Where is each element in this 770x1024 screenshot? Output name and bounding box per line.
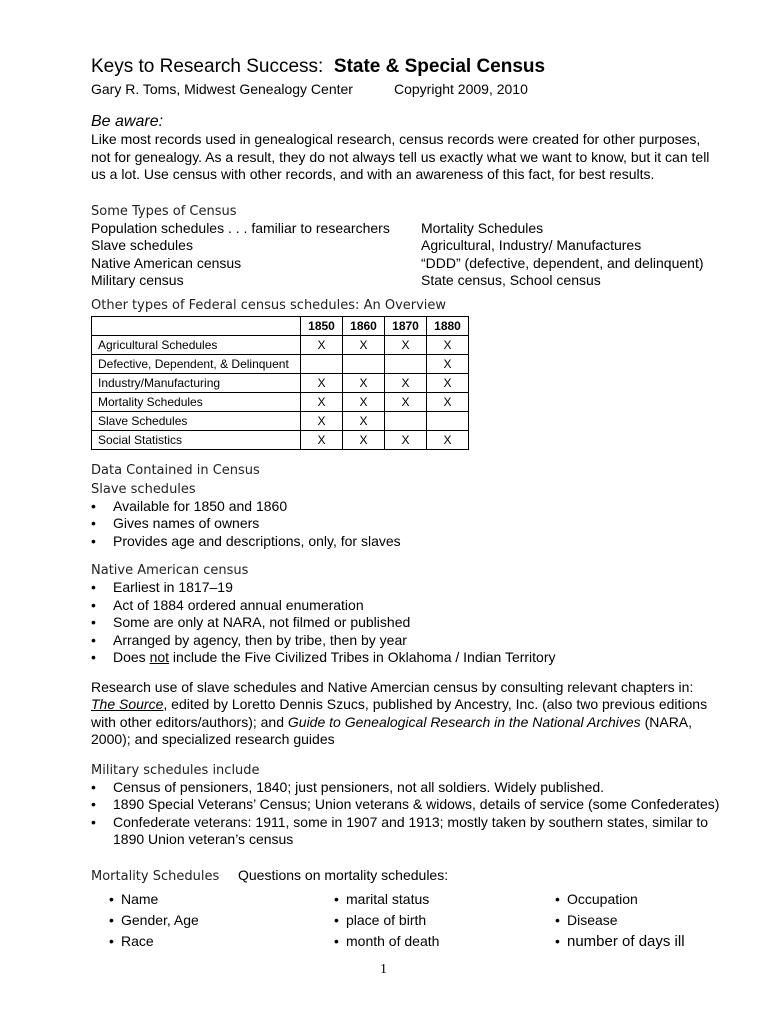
year-header: 1870 [385, 316, 427, 335]
type-item: Native American census [91, 254, 242, 271]
slave-schedules-heading: Slave schedules [91, 481, 196, 497]
list-item [91, 649, 721, 667]
text-run: , edited by Loretto Dennis Szucs, published by Ancestry, Inc. (also two previous editions with other editors/authors); and [91, 696, 708, 730]
bullet-icon: • [555, 891, 560, 907]
copyright: Copyright 2009, 2010 [394, 81, 528, 97]
mark-cell: X [301, 373, 343, 392]
military-list [91, 779, 721, 849]
mark-cell: X [301, 430, 343, 449]
list-item [109, 910, 199, 931]
list-item [334, 910, 439, 931]
mark-cell: X [301, 335, 343, 354]
year-header: 1880 [427, 316, 469, 335]
type-item: “DDD” (defective, dependent, and delinquent) [421, 254, 704, 271]
military-heading: Military schedules include [91, 762, 260, 778]
schedule-label: Mortality Schedules [92, 392, 301, 411]
question-text: marital status [346, 891, 430, 907]
list-item: • Provides age and descriptions, only, for slaves [91, 533, 721, 551]
mark-cell: X [343, 373, 385, 392]
mark-cell: X [343, 335, 385, 354]
list-item [334, 931, 439, 952]
title-bold: State & Special Census [333, 56, 546, 77]
mark-cell: X [385, 430, 427, 449]
type-item: Military census [91, 272, 184, 288]
be-aware-heading: Be aware: [91, 113, 164, 130]
question-text: Occupation [567, 891, 638, 907]
bullet-icon: • [109, 912, 114, 928]
mark-cell [343, 354, 385, 373]
schedule-label: Social Statistics [92, 430, 301, 449]
list-item [109, 889, 199, 910]
text-run: (NARA, 2000); and specialized research guides [91, 713, 693, 747]
list-item: • 1890 Special Veterans’ Census; Union veterans & widows, details of service (some Confederates) [91, 796, 721, 814]
mark-cell: X [301, 411, 343, 430]
source-title: The Source [91, 696, 164, 712]
document-title [91, 56, 721, 78]
be-aware-text: Like most records used in genealogical research, census records were created for other purposes, not for genealogy. As a result, they do not always tell us exactly what we want to know, but it can tell us a lot. Use census with other records, and with an awareness of this fact, for best results. [91, 131, 710, 182]
table-row [92, 373, 469, 392]
bullet-icon: • [334, 933, 339, 949]
question-text: Gender, Age [121, 912, 199, 928]
mark-cell: X [343, 430, 385, 449]
year-header: 1860 [343, 316, 385, 335]
list-item: • Gives names of owners [91, 515, 721, 533]
mark-cell [301, 354, 343, 373]
overview-heading: Other types of Federal census schedules: An Overview [91, 297, 447, 313]
questions-column-2 [334, 889, 439, 952]
guide-title: Guide to Genealogical Research in the National Archives [287, 713, 641, 730]
author: Gary R. Toms, Midwest Genealogy Center [91, 81, 353, 97]
table-header-row [92, 316, 469, 335]
byline [91, 80, 721, 98]
type-item: Population schedules . . . familiar to researchers [91, 219, 390, 236]
mark-cell: X [427, 373, 469, 392]
mark-cell: X [385, 392, 427, 411]
list-item: • Some are only at NARA, not filmed or published [91, 614, 721, 632]
page-number: 1 [380, 962, 387, 977]
text-run: Research use of slave schedules and Native Amercian census by consulting relevant chapters in: [91, 678, 694, 695]
research-paragraph [91, 679, 721, 749]
table-row [92, 335, 469, 354]
bullet-icon: • [109, 933, 114, 949]
question-text: place of birth [346, 912, 427, 928]
text-run: Does [113, 649, 150, 665]
list-item: • Arranged by agency, then by tribe, then by year [91, 632, 721, 650]
mark-cell [427, 411, 469, 430]
slave-schedules-list [91, 498, 721, 551]
type-item: Slave schedules [91, 237, 193, 253]
question-text: Race [121, 933, 154, 949]
list-item: • Act of 1884 ordered annual enumeration [91, 597, 721, 615]
mortality-questions-heading: Questions on mortality schedules: [238, 866, 449, 883]
schedule-label: Defective, Dependent, & Delinquent [92, 354, 301, 373]
bullet-icon: • [109, 891, 114, 907]
mark-cell: X [385, 373, 427, 392]
list-item [334, 889, 439, 910]
mortality-heading: Mortality Schedules [91, 868, 220, 884]
types-list [91, 220, 721, 290]
census-overview-table [91, 316, 469, 450]
table-row [92, 430, 469, 449]
mark-cell: X [343, 392, 385, 411]
types-heading: Some Types of Census [91, 203, 237, 219]
table-row [92, 354, 469, 373]
question-text: number of days ill [567, 933, 685, 950]
text-run: include the Five Civilized Tribes in Oklahoma / Indian Territory [169, 649, 556, 665]
mark-cell: X [427, 392, 469, 411]
mark-cell: X [427, 354, 469, 373]
data-contained-heading: Data Contained in Census [91, 462, 260, 478]
list-item [109, 931, 199, 952]
types-right-column [421, 220, 704, 290]
mortality-questions [91, 889, 721, 955]
mortality-section [91, 867, 721, 886]
bullet-icon: • [555, 912, 560, 928]
mark-cell [385, 411, 427, 430]
mark-cell [385, 354, 427, 373]
schedule-label: Industry/Manufacturing [92, 373, 301, 392]
question-text: Name [121, 891, 159, 907]
table-corner-cell [92, 316, 301, 335]
mark-cell: X [427, 335, 469, 354]
list-item [555, 931, 685, 952]
type-item: State census, School census [421, 272, 601, 288]
list-item: • Confederate veterans: 1911, some in 1907 and 1913; mostly taken by southern states, similar to 1890 Union veteran’s census [91, 814, 721, 849]
bullet-icon: • [334, 912, 339, 928]
native-census-list [91, 579, 721, 667]
questions-column-1 [109, 889, 199, 952]
underlined-word: not [149, 649, 170, 665]
list-item: • Earliest in 1817–19 [91, 579, 721, 597]
question-text: month of death [346, 933, 440, 949]
schedule-label: Agricultural Schedules [92, 335, 301, 354]
list-item: • Available for 1850 and 1860 [91, 498, 721, 516]
list-item [555, 889, 685, 910]
mark-cell: X [343, 411, 385, 430]
list-item [555, 910, 685, 931]
bullet-icon: • [555, 933, 560, 949]
questions-column-3 [555, 889, 685, 952]
mark-cell: X [385, 335, 427, 354]
type-item: Mortality Schedules [421, 219, 544, 236]
table-row [92, 411, 469, 430]
year-header: 1850 [301, 316, 343, 335]
title-plain: Keys to Research Success: [91, 56, 324, 77]
document-page [91, 56, 721, 955]
type-item: Agricultural, Industry/ Manufactures [421, 237, 642, 253]
table-row [92, 392, 469, 411]
schedule-label: Slave Schedules [92, 411, 301, 430]
mark-cell: X [301, 392, 343, 411]
question-text: Disease [567, 912, 618, 928]
mark-cell: X [427, 430, 469, 449]
bullet-icon: • [334, 891, 339, 907]
list-item: • Census of pensioners, 1840; just pensioners, not all soldiers. Widely published. [91, 779, 721, 797]
native-census-heading: Native American census [91, 563, 249, 578]
